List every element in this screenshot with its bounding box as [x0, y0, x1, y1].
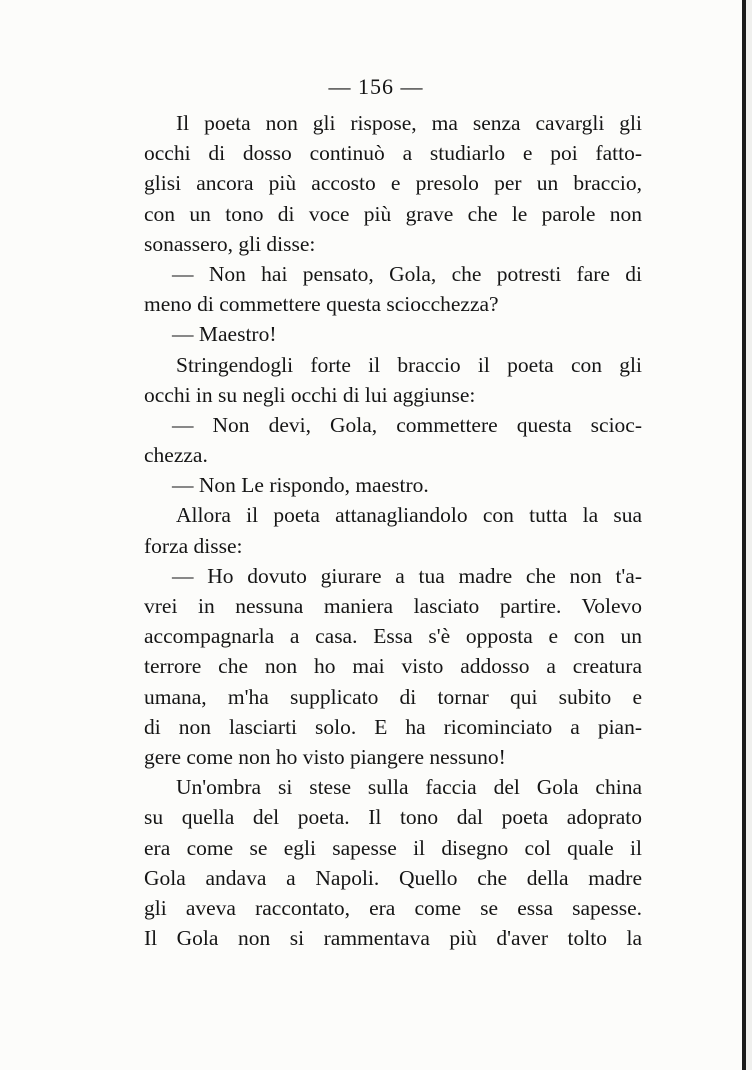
text-line: su quella del poeta. Il tono dal poeta adoprato	[144, 805, 642, 830]
text-line: — Ho dovuto giurare a tua madre che non t'a-	[172, 563, 642, 588]
text-line: gli aveva raccontato, era come se essa sapesse.	[144, 895, 642, 920]
text-line: chezza.	[144, 443, 208, 468]
page-edge-shadow	[746, 0, 752, 1070]
text-line: Allora il poeta attanagliandolo con tutta la sua	[176, 503, 642, 528]
text-line: — Non devi, Gola, commettere questa scioc-	[172, 412, 642, 437]
text-line: forza disse:	[144, 533, 243, 558]
text-line: era come se egli sapesse il disegno col quale il	[144, 835, 642, 860]
text-line: di non lasciarti solo. E ha ricominciato a pian-	[144, 714, 642, 739]
text-line: terrore che non ho mai visto addosso a creatura	[144, 654, 642, 679]
text-line: occhi di dosso continuò a studiarlo e poi fatto-	[144, 141, 642, 166]
text-line: — Maestro!	[172, 322, 277, 347]
text-line: con un tono di voce più grave che le parole non	[144, 201, 642, 226]
text-line: — Non hai pensato, Gola, che potresti fare di	[172, 261, 642, 286]
text-line: gere come non ho visto piangere nessuno!	[144, 744, 506, 769]
text-line: vrei in nessuna maniera lasciato partire. Volevo	[144, 594, 642, 618]
text-line: Gola andava a Napoli. Quello che della madre	[144, 865, 642, 890]
body-text	[144, 108, 642, 953]
text-line: Il Gola non si rammentava più d'aver tolto la	[144, 926, 642, 951]
text-line: — Non Le rispondo, maestro.	[172, 473, 429, 498]
page-number: — 156 —	[328, 74, 424, 99]
text-line: accompagnarla a casa. Essa s'è opposta e con un	[144, 624, 642, 649]
text-line: Stringendogli forte il braccio il poeta con gli	[176, 352, 642, 377]
text-line: occhi in su negli occhi di lui aggiunse:	[144, 382, 476, 407]
binding-edge-line	[742, 0, 746, 1070]
text-line: umana, m'ha supplicato di tornar qui subito e	[144, 684, 642, 709]
text-line: meno di commettere questa sciocchezza?	[144, 292, 499, 317]
text-line: glisi ancora più accosto e presolo per un braccio,	[144, 171, 642, 196]
text-line: sonassero, gli disse:	[144, 231, 316, 256]
text-line: Il poeta non gli rispose, ma senza cavargli gli	[176, 111, 642, 135]
text-line: Un'ombra si stese sulla faccia del Gola china	[176, 775, 642, 800]
